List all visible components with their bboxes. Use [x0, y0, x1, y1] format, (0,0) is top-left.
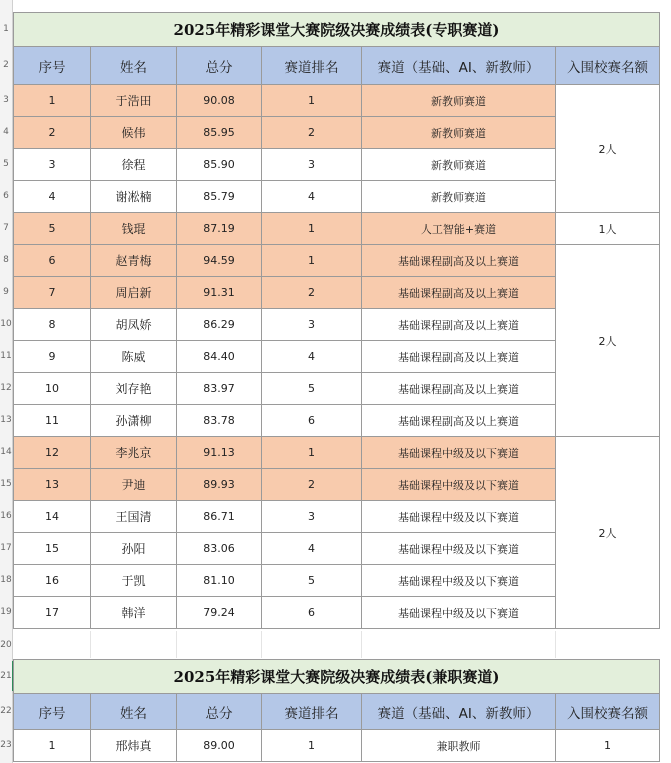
- cell-score[interactable]: 83.78: [177, 405, 262, 437]
- cell-no[interactable]: 4: [14, 181, 91, 213]
- cell-no[interactable]: 15: [14, 533, 91, 565]
- cell-track[interactable]: 新教师赛道: [362, 181, 556, 213]
- header-score[interactable]: 总分: [177, 47, 262, 85]
- cell-name[interactable]: 于凯: [91, 565, 177, 597]
- row-number[interactable]: 20: [0, 640, 12, 650]
- cell-rank[interactable]: 1: [262, 245, 362, 277]
- cell-track[interactable]: 基础课程中级及以下赛道: [362, 597, 556, 629]
- cell-name[interactable]: 候伟: [91, 117, 177, 149]
- header-rank[interactable]: 赛道排名: [262, 694, 362, 730]
- cell-no[interactable]: 16: [14, 565, 91, 597]
- cell-score[interactable]: 83.06: [177, 533, 262, 565]
- row-number[interactable]: 14: [0, 447, 12, 457]
- header-quota[interactable]: 入围校赛名额: [556, 47, 660, 85]
- row-number[interactable]: 6: [3, 191, 9, 201]
- table-row[interactable]: [14, 213, 660, 245]
- cell-quota[interactable]: 2人: [556, 437, 660, 629]
- cell-name[interactable]: 刘存艳: [91, 373, 177, 405]
- cell-score[interactable]: 87.19: [177, 213, 262, 245]
- cell-track[interactable]: 基础课程副高及以上赛道: [362, 373, 556, 405]
- cell-rank[interactable]: 2: [262, 117, 362, 149]
- cell-no[interactable]: 1: [14, 85, 91, 117]
- cell-track[interactable]: 新教师赛道: [362, 85, 556, 117]
- cell-name[interactable]: 韩洋: [91, 597, 177, 629]
- cell-name[interactable]: 尹迪: [91, 469, 177, 501]
- cell-rank[interactable]: 1: [262, 213, 362, 245]
- cell-name[interactable]: 谢凇楠: [91, 181, 177, 213]
- cell-score[interactable]: 86.71: [177, 501, 262, 533]
- row-number[interactable]: 4: [3, 127, 9, 137]
- cell-name[interactable]: 徐程: [91, 149, 177, 181]
- cell-score[interactable]: 85.95: [177, 117, 262, 149]
- cell-name[interactable]: 于浩田: [91, 85, 177, 117]
- cell-track[interactable]: 基础课程副高及以上赛道: [362, 341, 556, 373]
- cell-no[interactable]: 3: [14, 149, 91, 181]
- cell-rank[interactable]: 3: [262, 309, 362, 341]
- cell-quota[interactable]: 2人: [556, 245, 660, 437]
- table-row[interactable]: [14, 730, 660, 762]
- table-row[interactable]: [14, 245, 660, 277]
- cell-score[interactable]: 84.40: [177, 341, 262, 373]
- row-number[interactable]: 12: [0, 383, 12, 393]
- cell-rank[interactable]: 4: [262, 533, 362, 565]
- header-no[interactable]: 序号: [14, 694, 91, 730]
- table-row[interactable]: [14, 437, 660, 469]
- row-number[interactable]: 19: [0, 607, 12, 617]
- row-number[interactable]: 22: [0, 706, 12, 716]
- cell-quota[interactable]: 2人: [556, 85, 660, 213]
- cell-track[interactable]: 基础课程副高及以上赛道: [362, 245, 556, 277]
- row-number[interactable]: 11: [0, 351, 12, 361]
- row-number[interactable]: 21: [0, 671, 12, 681]
- cell-score[interactable]: 81.10: [177, 565, 262, 597]
- row-number[interactable]: 7: [3, 223, 9, 233]
- cell-name[interactable]: 陈威: [91, 341, 177, 373]
- cell-rank[interactable]: 6: [262, 597, 362, 629]
- cell-score[interactable]: 89.00: [177, 730, 262, 762]
- row-number[interactable]: 23: [0, 740, 12, 750]
- cell-track[interactable]: 兼职教师: [362, 730, 556, 762]
- cell-score[interactable]: 86.29: [177, 309, 262, 341]
- row-number[interactable]: 2: [3, 60, 9, 70]
- cell-no[interactable]: 10: [14, 373, 91, 405]
- cell-track[interactable]: 基础课程副高及以上赛道: [362, 405, 556, 437]
- table-row[interactable]: [14, 85, 660, 117]
- row-number[interactable]: 16: [0, 511, 12, 521]
- row-number[interactable]: 9: [3, 287, 9, 297]
- cell-score[interactable]: 85.79: [177, 181, 262, 213]
- row-number[interactable]: 5: [3, 159, 9, 169]
- fulltime-table-title[interactable]: 2025年精彩课堂大赛院级决赛成绩表(专职赛道): [14, 13, 660, 47]
- cell-score[interactable]: 85.90: [177, 149, 262, 181]
- cell-no[interactable]: 14: [14, 501, 91, 533]
- cell-score[interactable]: 83.97: [177, 373, 262, 405]
- cell-name[interactable]: 胡凤娇: [91, 309, 177, 341]
- cell-no[interactable]: 13: [14, 469, 91, 501]
- cell-no[interactable]: 7: [14, 277, 91, 309]
- row-number-gutter: [0, 0, 13, 763]
- cell-track[interactable]: 基础课程中级及以下赛道: [362, 469, 556, 501]
- row-number[interactable]: 10: [0, 319, 12, 329]
- header-score[interactable]: 总分: [177, 694, 262, 730]
- cell-no[interactable]: 6: [14, 245, 91, 277]
- cell-track[interactable]: 人工智能+赛道: [362, 213, 556, 245]
- cell-no[interactable]: 5: [14, 213, 91, 245]
- row-number[interactable]: 13: [0, 415, 12, 425]
- cell-name[interactable]: 邢炜真: [91, 730, 177, 762]
- cell-rank[interactable]: 5: [262, 373, 362, 405]
- cell-rank[interactable]: 3: [262, 501, 362, 533]
- cell-track[interactable]: 基础课程中级及以下赛道: [362, 533, 556, 565]
- row-number[interactable]: 17: [0, 543, 12, 553]
- header-name[interactable]: 姓名: [91, 694, 177, 730]
- cell-track[interactable]: 新教师赛道: [362, 117, 556, 149]
- cell-no[interactable]: 11: [14, 405, 91, 437]
- cell-score[interactable]: 89.93: [177, 469, 262, 501]
- cell-name[interactable]: 李兆京: [91, 437, 177, 469]
- cell-name[interactable]: 赵青梅: [91, 245, 177, 277]
- cell-rank[interactable]: 5: [262, 565, 362, 597]
- cell-no[interactable]: 8: [14, 309, 91, 341]
- parttime-score-table: [13, 659, 660, 762]
- cell-score[interactable]: 94.59: [177, 245, 262, 277]
- row-number[interactable]: 3: [3, 95, 9, 105]
- cell-no[interactable]: 12: [14, 437, 91, 469]
- cell-rank[interactable]: 2: [262, 277, 362, 309]
- cell-rank[interactable]: 1: [262, 85, 362, 117]
- cell-rank[interactable]: 3: [262, 149, 362, 181]
- cell-rank[interactable]: 6: [262, 405, 362, 437]
- cell-no[interactable]: 9: [14, 341, 91, 373]
- cell-rank[interactable]: 4: [262, 181, 362, 213]
- cell-rank[interactable]: 1: [262, 730, 362, 762]
- row-number[interactable]: 8: [3, 255, 9, 265]
- cell-track[interactable]: 基础课程中级及以下赛道: [362, 501, 556, 533]
- cell-track[interactable]: 基础课程副高及以上赛道: [362, 309, 556, 341]
- cell-track[interactable]: 基础课程中级及以下赛道: [362, 565, 556, 597]
- cell-no[interactable]: 2: [14, 117, 91, 149]
- cell-track[interactable]: 基础课程副高及以上赛道: [362, 277, 556, 309]
- cell-score[interactable]: 79.24: [177, 597, 262, 629]
- cell-track[interactable]: 新教师赛道: [362, 149, 556, 181]
- cell-quota[interactable]: 1: [556, 730, 660, 762]
- cell-no[interactable]: 17: [14, 597, 91, 629]
- row-number[interactable]: 18: [0, 575, 12, 585]
- cell-score[interactable]: 91.31: [177, 277, 262, 309]
- cell-name[interactable]: 王国清: [91, 501, 177, 533]
- blank-row: [13, 631, 659, 658]
- header-quota[interactable]: 入围校赛名额: [556, 694, 660, 730]
- header-track[interactable]: 赛道（基础、AI、新教师）: [362, 47, 556, 85]
- cell-quota[interactable]: 1人: [556, 213, 660, 245]
- header-name[interactable]: 姓名: [91, 47, 177, 85]
- cell-rank[interactable]: 2: [262, 469, 362, 501]
- row-number[interactable]: 1: [3, 24, 9, 34]
- fulltime-score-table: [13, 12, 660, 629]
- cell-name[interactable]: 钱琨: [91, 213, 177, 245]
- cell-score[interactable]: 90.08: [177, 85, 262, 117]
- header-track[interactable]: 赛道（基础、AI、新教师）: [362, 694, 556, 730]
- cell-name[interactable]: 孙潇柳: [91, 405, 177, 437]
- header-no[interactable]: 序号: [14, 47, 91, 85]
- cell-name[interactable]: 周启新: [91, 277, 177, 309]
- cell-no[interactable]: 1: [14, 730, 91, 762]
- cell-rank[interactable]: 1: [262, 437, 362, 469]
- cell-name[interactable]: 孙阳: [91, 533, 177, 565]
- header-rank[interactable]: 赛道排名: [262, 47, 362, 85]
- cell-rank[interactable]: 4: [262, 341, 362, 373]
- parttime-table-title[interactable]: 2025年精彩课堂大赛院级决赛成绩表(兼职赛道): [14, 660, 660, 694]
- cell-score[interactable]: 91.13: [177, 437, 262, 469]
- cell-track[interactable]: 基础课程中级及以下赛道: [362, 437, 556, 469]
- row-number[interactable]: 15: [0, 479, 12, 489]
